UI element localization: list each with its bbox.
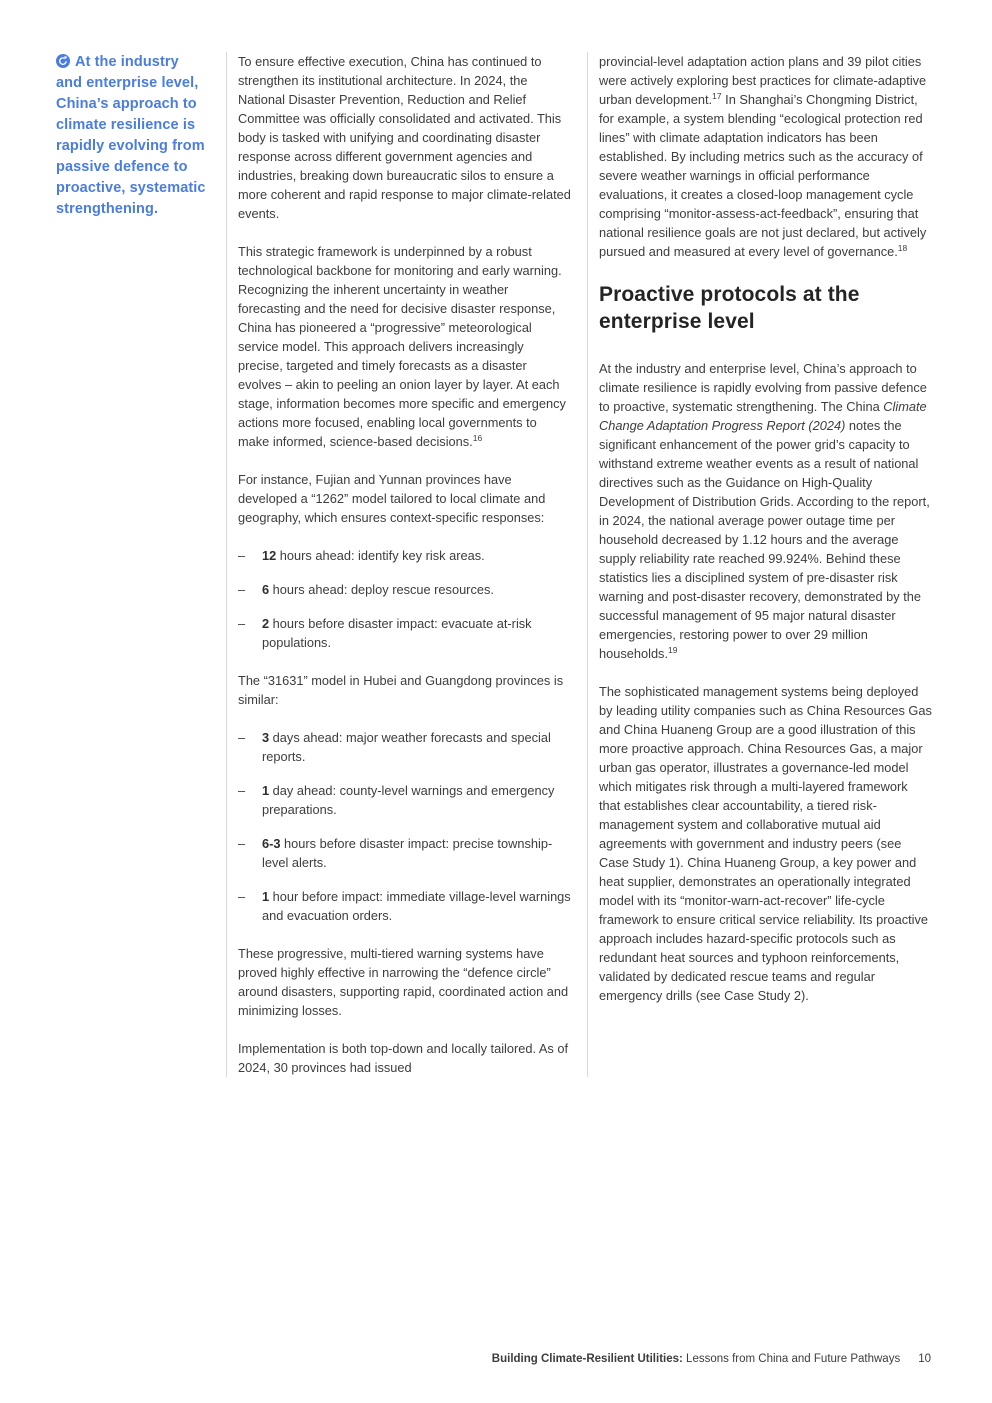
page-number: 10 [918,1353,931,1365]
dash-marker: – [238,616,246,631]
cycle-icon [56,54,70,68]
section-heading: Proactive protocols at the enterprise level [599,283,860,333]
list-item [238,834,571,872]
list-item-text [262,580,571,599]
list-item [238,580,571,599]
list-item-text [262,614,571,652]
list-1262-model [238,546,571,652]
dash-marker: – [238,548,246,563]
list-item-text [262,728,571,766]
paragraph-warning-systems: These progressive, multi-tiered warning systems have proved highly effective in narrowing the “defence circle” around disasters, supporting rapid, coordinated action and minimizing losses. [238,946,569,1018]
text-column-left [226,52,571,1077]
list-item-lead: 12 [262,548,277,563]
list-item-text [262,781,571,819]
text-column-right [587,52,932,1077]
pull-quote-text: At the industry and enterprise level, China’s approach to climate resilience is rapidly evolving from passive defence to proactive, systematic strengthening. [56,54,206,218]
footer-title [492,1353,900,1365]
paragraph-text: In Shanghai’s Chongming District, for example, a system blending “ecological protection red lines” with climate adaptation indicators has been established. By including metrics such as the accuracy of severe weather warnings in official performance evaluations, it creates a closed-loop management cycle comprising “monitor-assess-act-feedback”, ensuring that national resilience goals are not just declared, but actively pursued and measured at every level of governance. [599,92,927,259]
margin-column [56,52,208,1077]
list-item [238,887,571,925]
list-item-rest: hours before disaster impact: evacuate at-risk populations. [262,616,532,650]
paragraph-31631-intro: The “31631” model in Hubei and Guangdong provinces is similar: [238,673,564,707]
endnote-ref-17: 17 [712,91,722,101]
list-item-text [262,887,571,925]
list-item-lead: 3 [262,730,270,745]
list-item-rest: hours ahead: identify key risk areas. [276,548,485,563]
text-columns [226,52,932,1077]
list-item-rest: hour before impact: immediate village-level warnings and evacuation orders. [262,889,571,923]
list-item-lead: 6-3 [262,836,281,851]
footer-title-rest: Lessons from China and Future Pathways [682,1353,901,1365]
page-footer [492,1353,931,1365]
footer-title-bold: Building Climate-Resilient Utilities: [491,1353,683,1365]
list-item-lead: 6 [262,582,270,597]
pull-quote [56,52,208,220]
paragraph-1262-intro: For instance, Fujian and Yunnan provinces have developed a “1262” model tailored to local climate and geography, which ensures context-specific responses: [238,472,546,525]
paragraph-enterprise-level [599,359,932,663]
list-item [238,728,571,766]
report-title-italic: Climate Change Adaptation Progress Report (2024) [599,399,927,433]
paragraph-framework [238,242,571,451]
list-31631-model [238,728,571,925]
list-item-lead: 1 [262,783,270,798]
list-item-lead: 2 [262,616,270,631]
list-item-text [262,834,571,872]
list-item-rest: hours before disaster impact: precise township-level alerts. [262,836,553,870]
endnote-ref-18: 18 [897,243,908,253]
paragraph-management-systems: The sophisticated management systems being deployed by leading utility companies such as China Resources Gas and China Huaneng Group are a good illustration of this more proactive approach. China Resources Gas, a major urban gas operator, illustrates a governance-led model which mitigates risk through a multi-layered framework that establishes clear accountability, a tiered risk-management system and collaborative mutual aid agreements with government and industry peers (see Case Study 1). China Huaneng Group, a key power and heat supplier, demonstrates an operationally integrated model with its “monitor-warn-act-recover” life-cycle framework to ensure critical service reliability. Its proactive approach includes hazard-specific protocols such as redundant heat sources and typhoon reinforcements, validated by dedicated rescue teams and regular emergency drills (see Case Study 2). [599,684,932,1003]
list-item-rest: days ahead: major weather forecasts and special reports. [262,730,551,764]
paragraph-text: provincial-level adaptation action plans and 39 pilot cities were actively exploring best practices for climate-adaptive urban development. [599,54,927,107]
list-item [238,546,571,565]
list-item-rest: hours ahead: deploy rescue resources. [269,582,494,597]
list-item-rest: day ahead: county-level warnings and emergency preparations. [262,783,555,817]
list-item [238,614,571,652]
paragraph-provincial-plans [599,52,932,261]
endnote-ref-19: 19 [668,645,678,655]
dash-marker: – [238,783,246,798]
paragraph-text: This strategic framework is underpinned by a robust technological backbone for monitoring and early warning. Recognizing the inherent uncertainty in weather forecasting and the need for decisive disaster response, China has pioneered a “progressive” meteorological service model. This approach delivers increasingly precise, targeted and timely forecasts as a disaster evolves – akin to peeling an onion layer by layer. At each stage, information becomes more specific and emergency actions more focused, enabling local governments to make informed, science-based decisions. [238,244,566,449]
paragraph-text: At the industry and enterprise level, China’s approach to climate resilience is rapidly evolving from passive defence to proactive, systematic strengthening. The China [599,361,927,414]
list-item-text [262,546,571,565]
paragraph-implementation: Implementation is both top-down and locally tailored. As of 2024, 30 provinces had issued [238,1041,569,1075]
dash-marker: – [238,730,246,745]
dash-marker: – [238,582,246,597]
dash-marker: – [238,836,246,851]
dash-marker: – [238,889,246,904]
list-item [238,781,571,819]
endnote-ref-16: 16 [472,433,483,443]
paragraph-institutional: To ensure effective execution, China has continued to strengthen its institutional architecture. In 2024, the National Disaster Prevention, Reduction and Relief Committee was officially consolidated and activated. This body is tasked with unifying and coordinating disaster response across different government agencies and industries, breaking down bureaucratic silos to ensure a more coherent and rapid response to major climate-related events. [238,54,571,221]
list-item-lead: 1 [262,889,270,904]
paragraph-text: notes the significant enhancement of the power grid’s capacity to withstand extreme weather events as a result of national directives such as the Guidance on High-Quality Development of Distribution Grids. According to the report, in 2024, the national average power outage time per household decreased by 1.12 hours and the average supply reliability rate reached 99.924%. Behind these statistics lies a disciplined system of pre-disaster risk warning and post-disaster recovery, demonstrated by the successful management of 95 major natural disaster emergencies, restoring power to over 29 million households. [599,418,930,661]
